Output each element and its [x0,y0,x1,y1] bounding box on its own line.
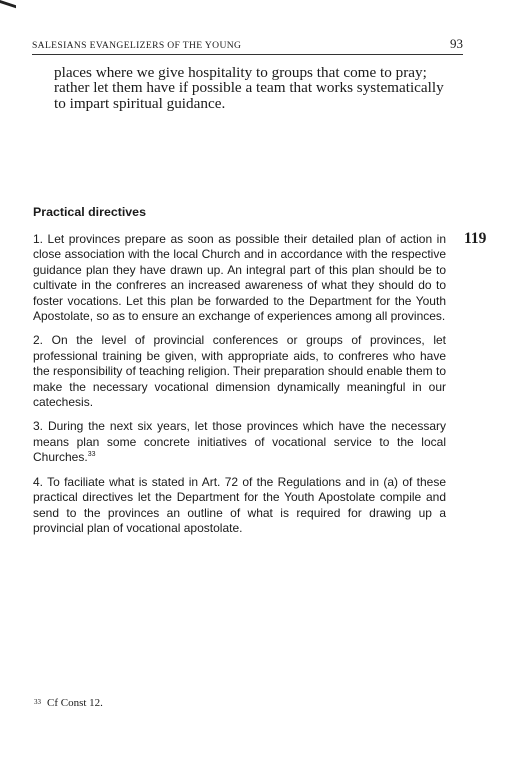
continued-paragraph: places where we give hospitality to groups that come to pray; rather let them have if possible a team that works systematically to impart spiritual guidance. [54,64,444,112]
directive-item [33,475,446,537]
page-corner-mark [0,0,16,8]
directive-item [33,232,446,324]
directive-text: 1. Let provinces prepare as soon as possible their detailed plan of action in close association with the local Church and in accordance with the respective guidance plan they have drawn up. An integral part of this plan should be to cultivate in the confreres an increased awareness of what they should do to foster vocations. Let this plan be forwarded to the Department for the Youth Apostolate, so as to ensure an exchange of experiences among all provinces. [33,232,446,324]
directive-text: 4. To faciliate what is stated in Art. 72 of the Regulations and in (a) of these practical directives let the Department for the Youth Apostolate compile and send to the provinces an outline of what is required for drawing up a provincial plan of vocational apostolate. [33,474,446,535]
directives-list [33,232,446,545]
directive-item [33,333,446,410]
section-heading: Practical directives [33,205,146,219]
footnote-reference[interactable]: 33 [87,451,96,459]
directive-text: 2. On the level of provincial conferences or groups of provinces, let professional training be given, with appropriate aids, to confreres who have the responsibility of teaching religion. Their preparation should enable them to make the necessary vocational dimension dynamically meaningful in our catechesis. [33,333,446,410]
running-header [32,34,463,55]
directive-text: 3. During the next six years, let those provinces which have the necessary means plan some concrete initiatives of vocational service to the local Churches. [33,419,446,465]
footnote-number: 33 [34,698,41,706]
footnote-text: Cf Const 12. [47,697,103,709]
margin-paragraph-number: 119 [464,230,487,247]
footnote [34,697,103,709]
page-number: 93 [450,36,463,51]
directive-item [33,419,446,465]
running-title: SALESIANS EVANGELIZERS OF THE YOUNG [32,40,242,51]
